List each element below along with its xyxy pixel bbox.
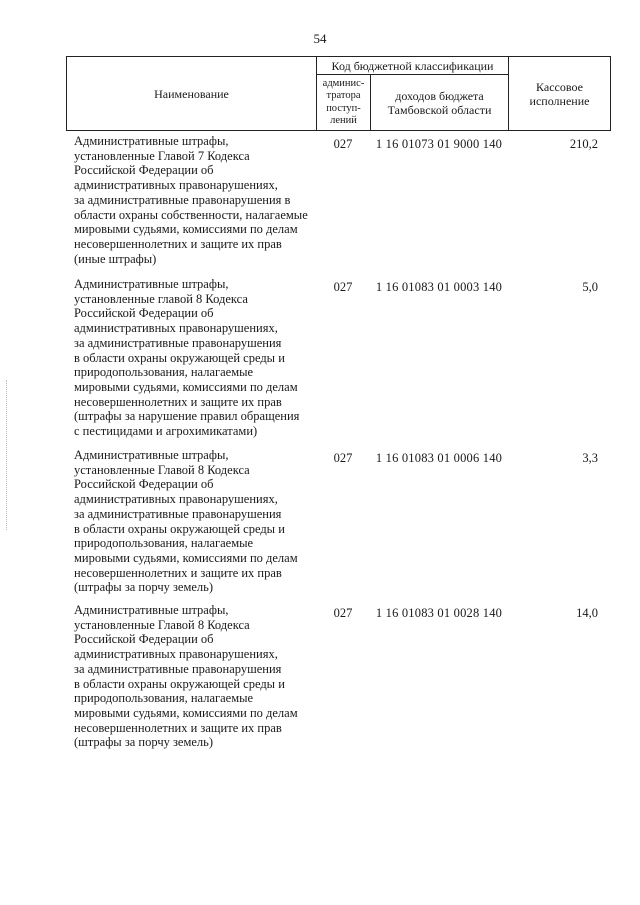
row-name-line: (штрафы за порчу земель) <box>74 580 214 595</box>
header-admin-line: лений <box>330 115 357 126</box>
header-income-line: Тамбовской области <box>387 102 492 117</box>
row-name-line: Административные штрафы, <box>74 134 229 148</box>
row-name-line: в области охраны окружающей среды и <box>74 521 285 536</box>
row-name-line: административных правонарушениях, <box>74 321 278 336</box>
row-income-code: 1 16 01073 01 9000 140 <box>375 137 503 151</box>
table-header <box>66 56 611 131</box>
header-code-group: Код бюджетной классификации <box>317 57 509 75</box>
row-name-line: административных правонарушениях, <box>74 492 278 507</box>
table-row <box>66 134 610 277</box>
row-income-code: 1 16 01083 01 0006 140 <box>375 451 503 465</box>
row-name-line: мировыми судьями, комиссиями по делам <box>74 550 298 565</box>
table-row <box>66 277 610 448</box>
row-admin-code: 027 <box>333 137 353 151</box>
row-name-line: административных правонарушениях, <box>74 647 278 662</box>
row-name-line: в области охраны окружающей среды и <box>74 676 285 691</box>
row-name-line: несовершеннолетних и защите их прав <box>74 394 282 409</box>
row-name <box>74 603 324 750</box>
header-amount-line: исполнение <box>529 93 590 108</box>
row-name-line: за административные правонарушения <box>74 335 282 350</box>
row-name-line: административных правонарушениях, <box>74 178 278 193</box>
row-name <box>74 134 324 266</box>
row-income-code: 1 16 01083 01 0028 140 <box>375 606 503 620</box>
row-name-line: установленные Главой 8 Кодекса <box>74 462 250 477</box>
row-name-line: мировыми судьями, комиссиями по делам <box>74 222 298 237</box>
row-name-line: установленные главой 8 Кодекса <box>74 291 248 306</box>
table-row <box>66 448 610 603</box>
row-name-line: области охраны собственности, налагаемые <box>74 207 308 222</box>
row-name-line: мировыми судьями, комиссиями по делам <box>74 379 298 394</box>
row-name <box>74 277 324 439</box>
row-name-line: Административные штрафы, <box>74 448 229 462</box>
header-name: Наименование <box>67 57 317 131</box>
row-name-line: несовершеннолетних и защите их прав <box>74 236 282 251</box>
header-amount-line: Кассовое <box>536 79 583 94</box>
row-name-line: с пестицидами и агрохимикатами) <box>74 424 258 439</box>
row-amount: 14,0 <box>576 606 598 620</box>
row-name-line: Российской Федерации об <box>74 477 214 492</box>
page-number: 54 <box>313 31 327 46</box>
row-admin-code: 027 <box>333 280 353 294</box>
table-body <box>66 134 610 758</box>
row-name-line: (иные штрафы) <box>74 251 157 266</box>
header-admin-line: тратора <box>326 90 361 101</box>
row-name-line: за административные правонарушения в <box>74 192 291 207</box>
header-income-line: доходов бюджета <box>395 88 484 103</box>
header-admin <box>317 75 371 131</box>
row-name-line: мировыми судьями, комиссиями по делам <box>74 705 298 720</box>
header-admin-line: поступ- <box>326 102 361 114</box>
row-name-line: Российской Федерации об <box>74 306 214 321</box>
row-name-line: несовершеннолетних и защите их прав <box>74 720 282 735</box>
row-name-line: установленные Главой 7 Кодекса <box>74 148 250 163</box>
row-name-line: (штрафы за порчу земель) <box>74 735 214 750</box>
row-name-line: природопользования, налагаемые <box>74 536 254 551</box>
row-admin-code: 027 <box>333 451 353 465</box>
header-amount <box>509 57 611 131</box>
row-income-code: 1 16 01083 01 0003 140 <box>375 280 503 294</box>
row-name-line: Российской Федерации об <box>74 163 214 178</box>
row-name-line: природопользования, налагаемые <box>74 691 254 706</box>
row-admin-code: 027 <box>333 606 353 620</box>
row-name-line: Административные штрафы, <box>74 277 229 291</box>
row-name-line: (штрафы за нарушение правил обращения <box>74 409 300 424</box>
header-admin-line: админис- <box>322 77 365 89</box>
row-name-line: в области охраны окружающей среды и <box>74 350 285 365</box>
row-name-line: Российской Федерации об <box>74 632 214 647</box>
row-name-line: несовершеннолетних и защите их прав <box>74 565 282 580</box>
scan-margin-mark <box>6 380 8 530</box>
header-income <box>371 75 509 131</box>
row-name-line: Административные штрафы, <box>74 603 229 617</box>
row-name-line: установленные Главой 8 Кодекса <box>74 617 250 632</box>
row-amount: 3,3 <box>582 451 598 465</box>
row-name-line: за административные правонарушения <box>74 661 282 676</box>
row-name-line: за административные правонарушения <box>74 506 282 521</box>
row-name-line: природопользования, налагаемые <box>74 365 254 380</box>
row-name <box>74 448 324 595</box>
row-amount: 5,0 <box>582 280 598 294</box>
row-amount: 210,2 <box>569 137 598 151</box>
table-row <box>66 603 610 758</box>
